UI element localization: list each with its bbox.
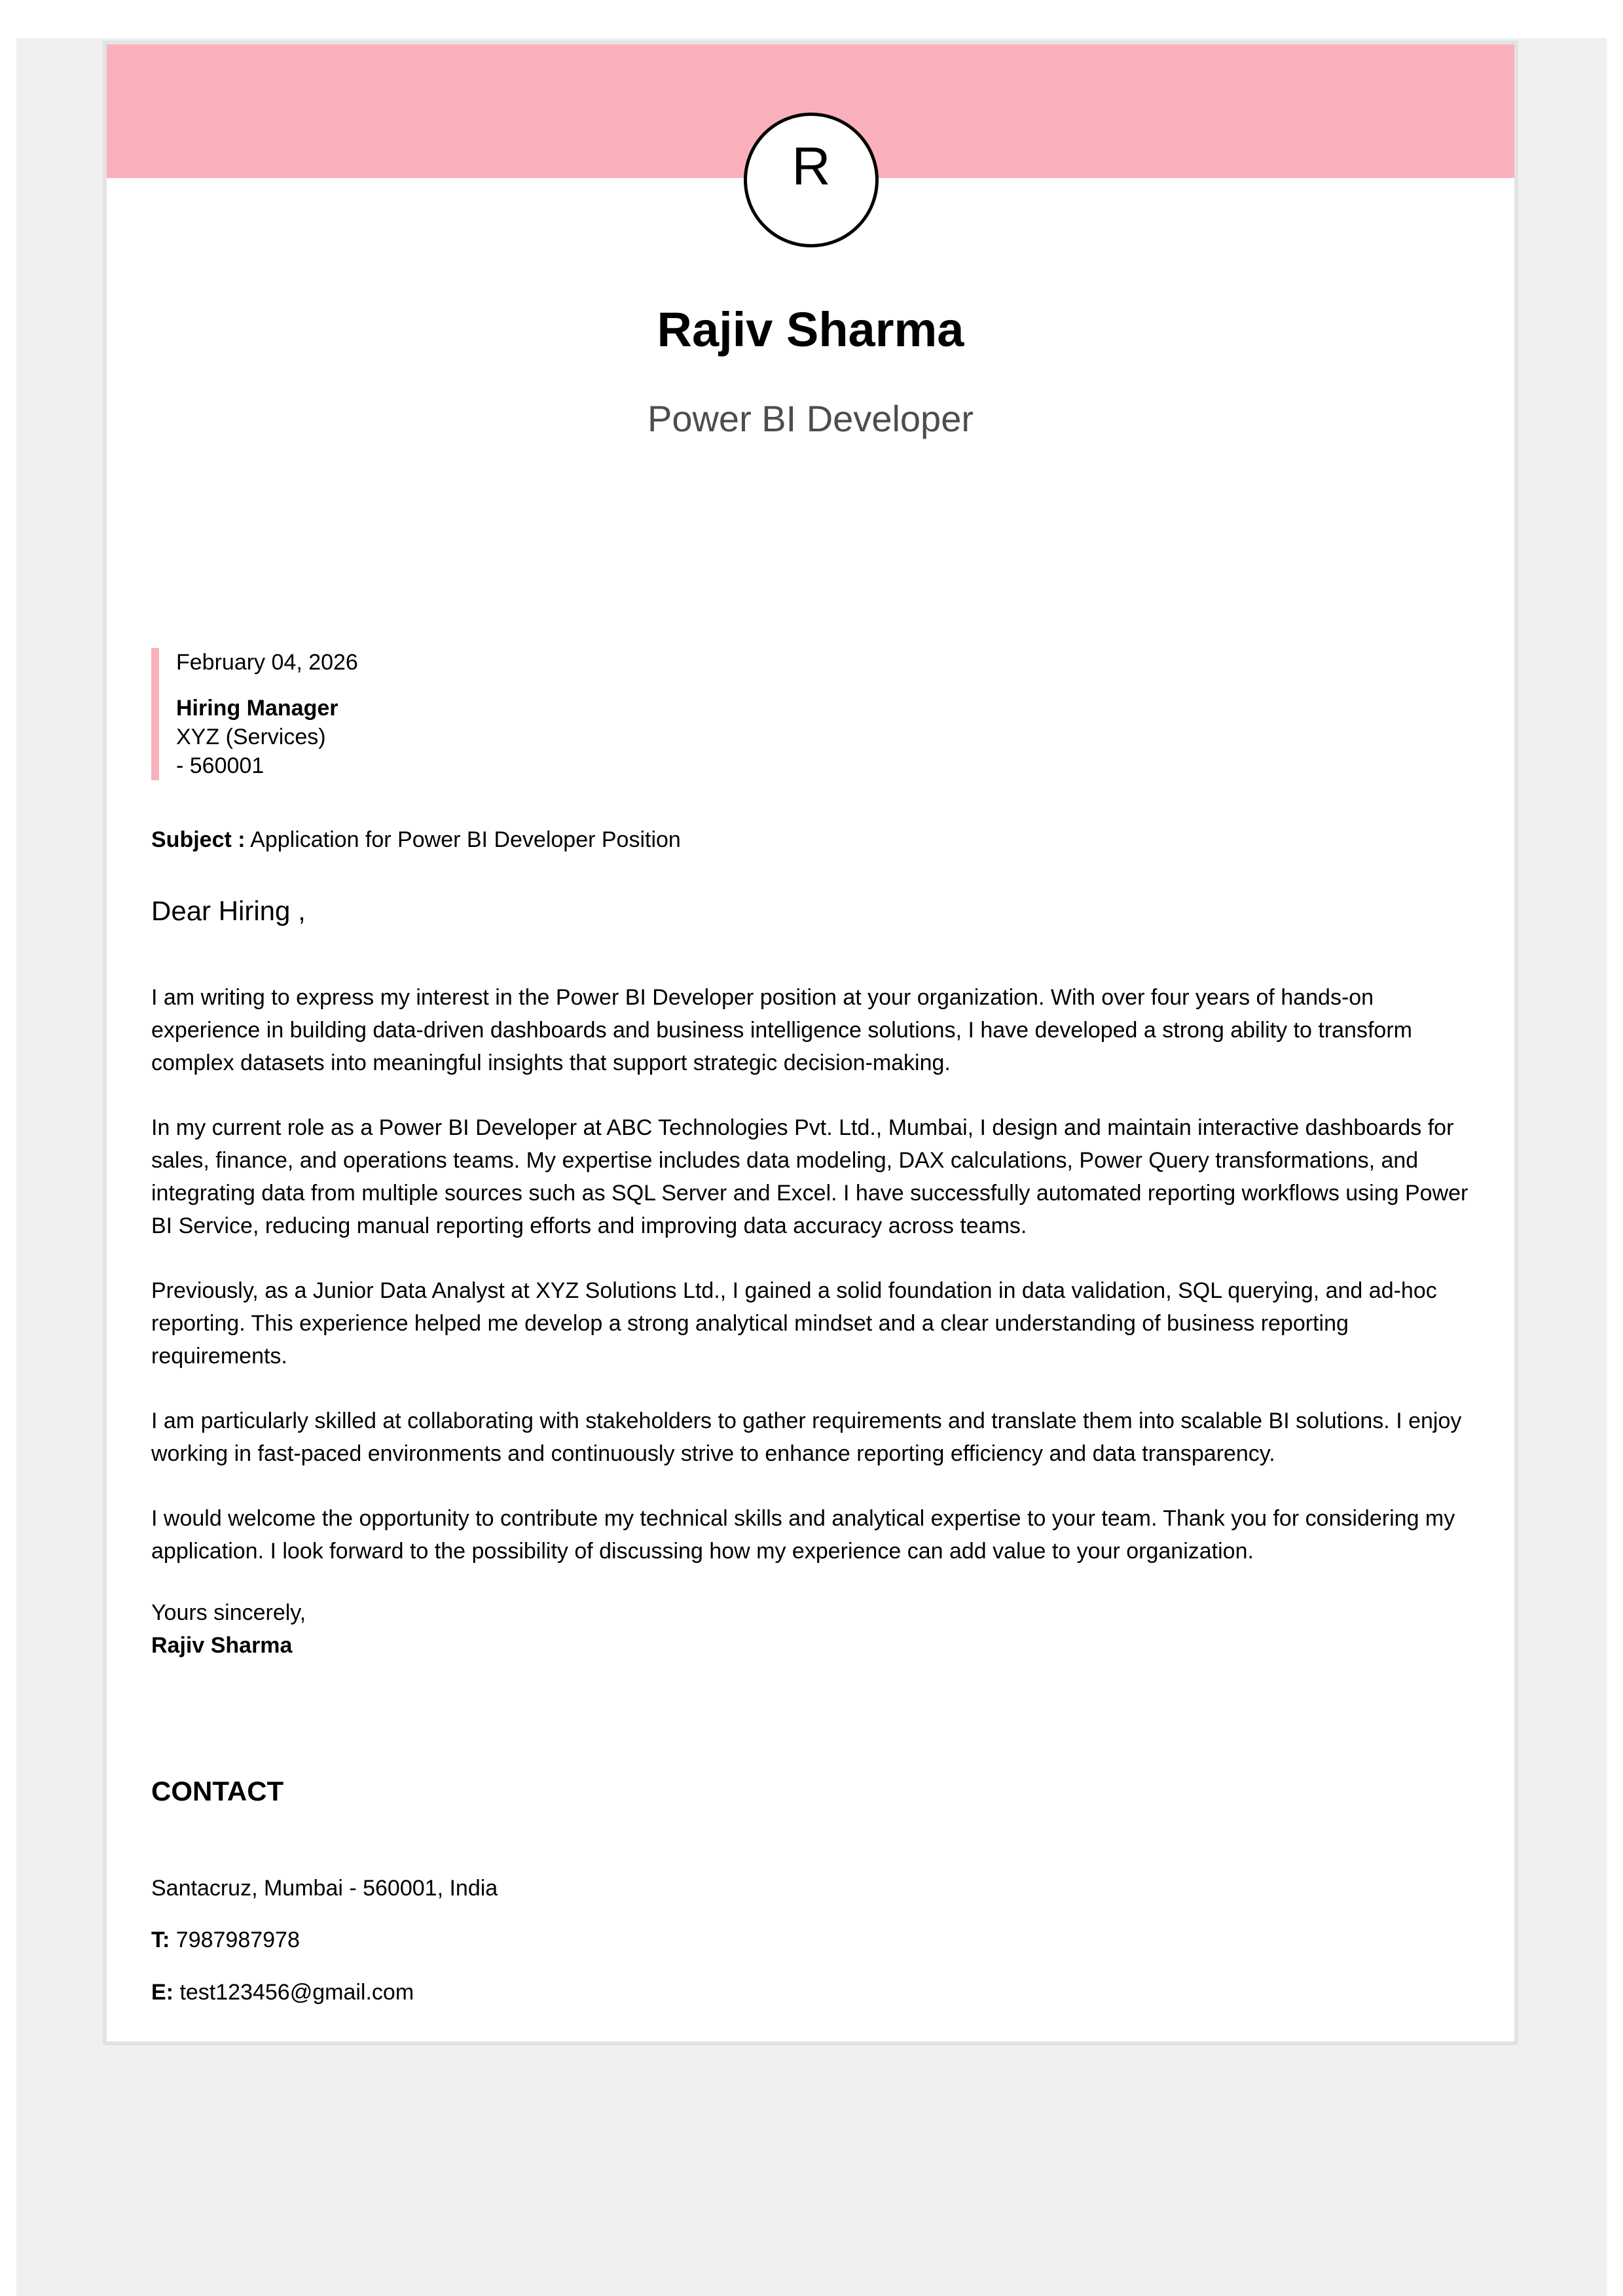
contact-address: Santacruz, Mumbai - 560001, India <box>151 1876 498 1901</box>
recipient-title: Hiring Manager <box>176 696 338 721</box>
letter-body <box>151 981 1480 1600</box>
recipient-block <box>151 648 358 780</box>
body-paragraph: I am particularly skilled at collaborating with stakeholders to gather requirements and translate them into scalable BI solutions. I enjoy working in fast-paced environments and continuously strive to enhance reporting efficiency and data transparency. <box>151 1408 1462 1466</box>
closing-text: Yours sincerely, <box>151 1600 306 1625</box>
contact-heading: CONTACT <box>151 1776 284 1806</box>
closing-block <box>151 1596 306 1662</box>
body-paragraph: I would welcome the opportunity to contribute my technical skills and analytical expertise to your team. Thank you for considering my application. I look forward to the possibility of discussing how my experience can add value to your organization. <box>151 1506 1455 1564</box>
avatar-initial: R <box>792 137 831 196</box>
letter-date: February 04, 2026 <box>176 650 358 675</box>
subject-text: Application for Power BI Developer Position <box>250 827 681 852</box>
applicant-name: Rajiv Sharma <box>657 302 964 357</box>
subject-line <box>151 825 681 854</box>
body-paragraph: Previously, as a Junior Data Analyst at XYZ Solutions Ltd., I gained a solid foundation in data validation, SQL querying, and ad-hoc reporting. This experience helped me develop a strong analytical mindset and a clear understanding of business reporting requirements. <box>151 1278 1437 1369</box>
contact-email <box>151 1978 414 2007</box>
recipient-company: XYZ (Services) <box>176 725 326 749</box>
contact-phone <box>151 1926 300 1954</box>
phone-label: T: <box>151 1928 170 1952</box>
recipient-postcode: - 560001 <box>176 753 264 778</box>
phone-value: 7987987978 <box>175 1928 300 1952</box>
email-label: E: <box>151 1980 173 2005</box>
body-paragraph: In my current role as a Power BI Developer at ABC Technologies Pvt. Ltd., Mumbai, I design and maintain interactive dashboards for sales, finance, and operations teams. My expertise includes data modeling, DAX calculations, Power Query transformations, and integrating data from multiple sources such as SQL Server and Excel. I have successfully automated reporting workflows using Power BI Service, reducing manual reporting efforts and improving data accuracy across teams. <box>151 1115 1468 1238</box>
applicant-role: Power BI Developer <box>647 398 974 439</box>
subject-label: Subject : <box>151 827 246 852</box>
body-paragraph: I am writing to express my interest in the Power BI Developer position at your organization. With over four years of hands-on experience in building data-driven dashboards and business intelligence solutions, I have developed a strong ability to transform complex datasets into meaningful insights that support strategic decision-making. <box>151 985 1412 1075</box>
avatar <box>744 113 879 247</box>
email-value: test123456@gmail.com <box>179 1980 414 2005</box>
signature-name: Rajiv Sharma <box>151 1633 293 1658</box>
cover-letter-sheet <box>103 41 1518 2045</box>
salutation: Dear Hiring , <box>151 895 306 926</box>
